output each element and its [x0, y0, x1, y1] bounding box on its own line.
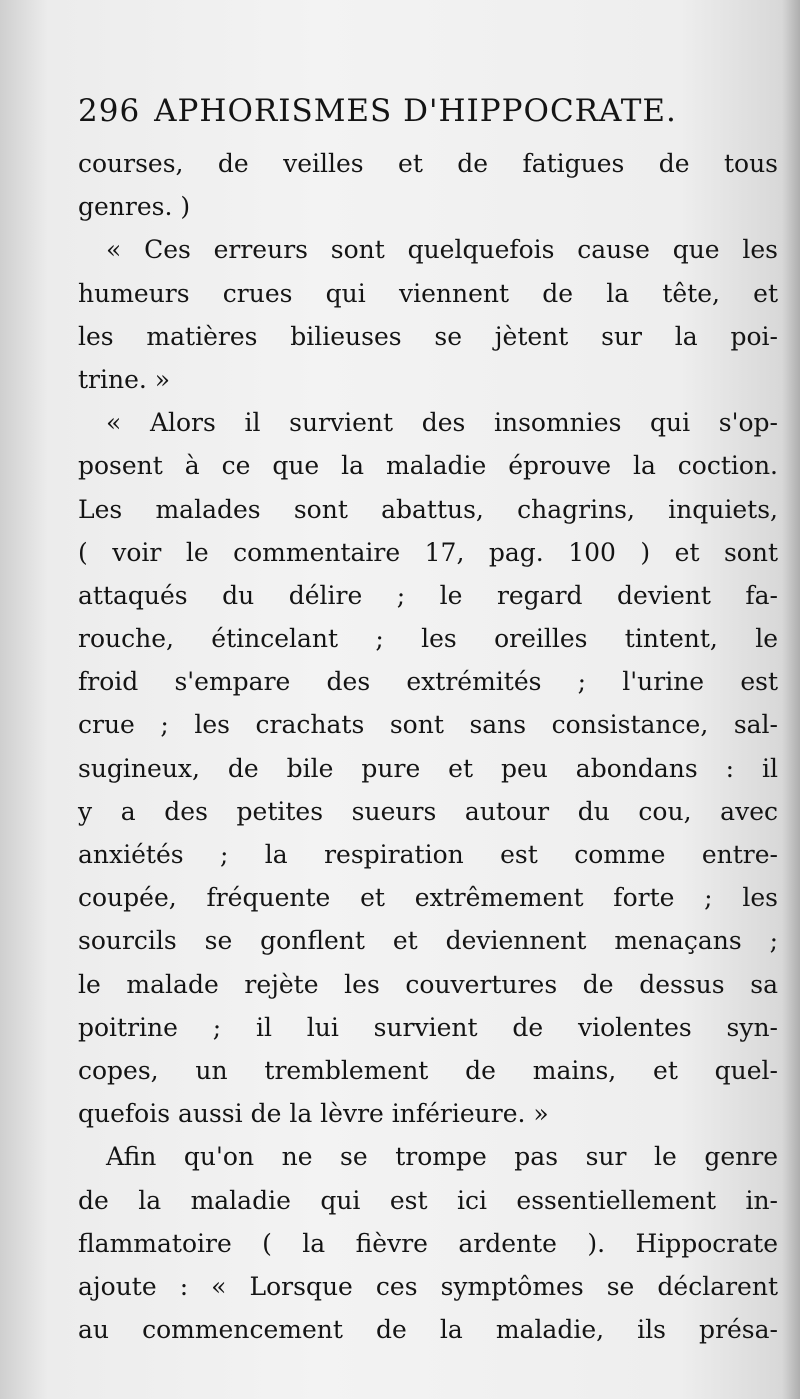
- text-line: copes, un tremblement de mains, et quel-: [78, 1055, 778, 1085]
- text-line: trine. »: [78, 364, 171, 394]
- text-line: les matières bilieuses se jètent sur la poi-: [78, 321, 778, 351]
- text-line: « Ces erreurs sont quelquefois cause que les: [106, 235, 778, 265]
- page-number: 296: [78, 93, 141, 129]
- text-line: au commencement de la maladie, ils présa-: [78, 1315, 778, 1345]
- text-line: courses, de veilles et de fatigues de tous: [78, 149, 778, 178]
- text-line: sourcils se gonflent et deviennent menaçans ;: [78, 926, 778, 956]
- text-line: attaqués du délire ; le regard devient fa-: [78, 580, 778, 610]
- text-line: anxiétés ; la respiration est comme entre-: [78, 840, 778, 869]
- text-line: ajoute : « Lorsque ces symptômes se déclarent: [78, 1271, 778, 1301]
- paragraph-commentary: [78, 1135, 778, 1351]
- text-line: crue ; les crachats sont sans consistance, sal-: [78, 710, 778, 740]
- text-line: Afin qu'on ne se trompe pas sur le genre: [106, 1142, 778, 1172]
- text-line: flammatoire ( la fièvre ardente ). Hippocrate: [78, 1228, 778, 1258]
- text-line: froid s'empare des extrémités ; l'urine est: [78, 667, 778, 697]
- text-line: poitrine ; il lui survient de violentes syn-: [78, 1012, 778, 1042]
- text-line: ( voir le commentaire 17, pag. 100 ) et sont: [78, 537, 778, 567]
- text-line: le malade rejète les couvertures de dessus sa: [78, 969, 778, 999]
- text-line: « Alors il survient des insomnies qui s'op-: [106, 408, 778, 438]
- paragraph-quote-2: [78, 401, 778, 1135]
- text-line: y a des petites sueurs autour du cou, avec: [78, 796, 778, 826]
- paragraph-continued: [78, 142, 778, 228]
- page-shadow: [782, 0, 800, 1399]
- text-line: quefois aussi de la lèvre inférieure. »: [78, 1099, 549, 1129]
- text-line: coupée, fréquente et extrêmement forte ; les: [78, 883, 778, 913]
- text-line: rouche, étincelant ; les oreilles tintent, le: [78, 624, 778, 654]
- text-line: sugineux, de bile pure et peu abondans : il: [78, 753, 778, 783]
- running-title: APHORISMES D'HIPPOCRATE.: [154, 93, 677, 129]
- running-head: [78, 88, 778, 134]
- text-block: [78, 88, 778, 1351]
- text-line: Les malades sont abattus, chagrins, inquiets,: [78, 494, 778, 524]
- text-line: de la maladie qui est ici essentiellement in-: [78, 1185, 778, 1215]
- text-line: genres. ): [78, 192, 191, 222]
- text-line: posent à ce que la maladie éprouve la coction.: [78, 451, 778, 481]
- text-line: humeurs crues qui viennent de la tête, et: [78, 278, 778, 308]
- paragraph-quote-1: [78, 228, 778, 401]
